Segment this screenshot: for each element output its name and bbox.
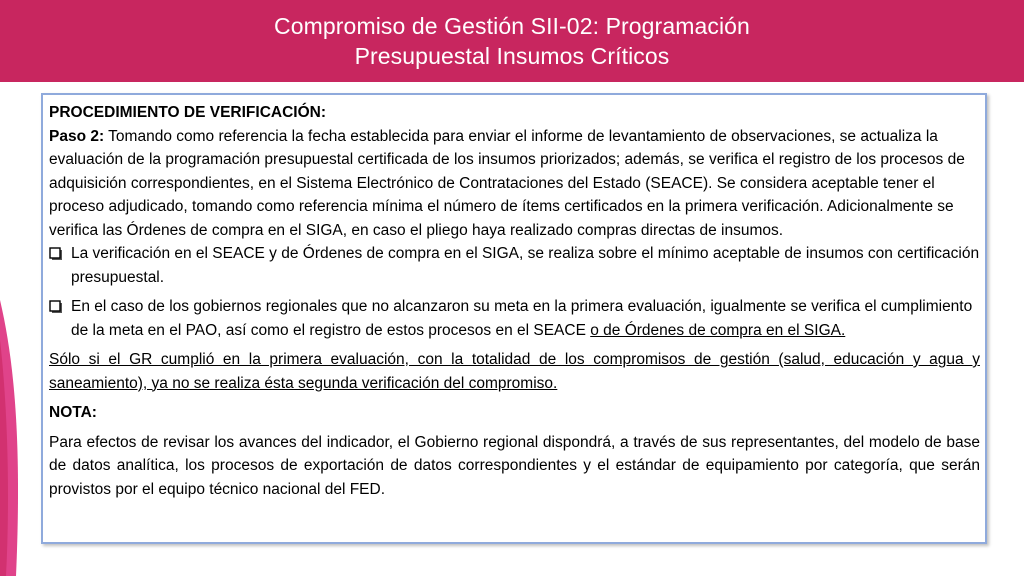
list-item xyxy=(49,295,980,342)
note-title: NOTA: xyxy=(49,404,97,421)
checkbox-bullet-icon xyxy=(49,295,71,319)
step-text: Tomando como referencia la fecha establecida para enviar el informe de levantamiento de observaciones, se actualiza la evaluación de la programación presupuestal certificada de los insumos priorizados; además, se verifica el registro de los procesos de adquisición correspondientes, en el Sistema Electrónico de Contrataciones del Estado (SEACE). Se considera aceptable tener el proceso adjudicado, tomando como referencia mínima el número de ítems certificados en la primera verificación. Adicionalmente se verifica las Órdenes de compra en el SIGA, en caso el pliego haya realizado compras directas de insumos. xyxy=(49,127,965,239)
list-item xyxy=(49,242,980,289)
decorative-ribbon xyxy=(0,300,26,576)
section-title: PROCEDIMIENTO DE VERIFICACIÓN: xyxy=(49,104,327,121)
slide-header xyxy=(0,0,1024,82)
verification-procedure-box xyxy=(41,93,987,544)
bullet-text-2-underlined: o de Órdenes de compra en el SIGA. xyxy=(590,321,846,339)
bullet-text-1: La verificación en el SEACE y de Órdenes de compra en el SIGA, se realiza sobre el mínimo aceptable de insumos con certificación presupuestal. xyxy=(71,245,980,286)
note-paragraph: Para efectos de revisar los avances del indicador, el Gobierno regional dispondrá, a través de sus representantes, del modelo de base de datos analítica, los procesos de exportación de datos correspondientes y el estándar de equipamiento por categoría, que serán provistos por el equipo técnico nacional del FED. xyxy=(49,433,980,498)
bullet-text-2 xyxy=(71,295,980,342)
bullet-text-2-plain: En el caso de los gobiernos regionales que no alcanzaron su meta en la primera evaluación, igualmente se verifica el cumplimiento de la meta en el PAO, así como el registro de estos procesos en el SEACE xyxy=(71,298,973,339)
underlined-condition-paragraph: Sólo si el GR cumplió en la primera evaluación, con la totalidad de los compromisos de gestión (salud, educación y agua y saneamiento), ya no se realiza ésta segunda verificación del compromiso. xyxy=(49,351,980,392)
slide-title-line-2: Presupuestal Insumos Críticos xyxy=(354,43,670,69)
checkbox-bullet-icon xyxy=(49,242,71,266)
step-label: Paso 2: xyxy=(49,127,105,145)
step-paragraph xyxy=(49,125,980,243)
slide-title-line-1: Compromiso de Gestión SII-02: Programación xyxy=(274,13,750,39)
